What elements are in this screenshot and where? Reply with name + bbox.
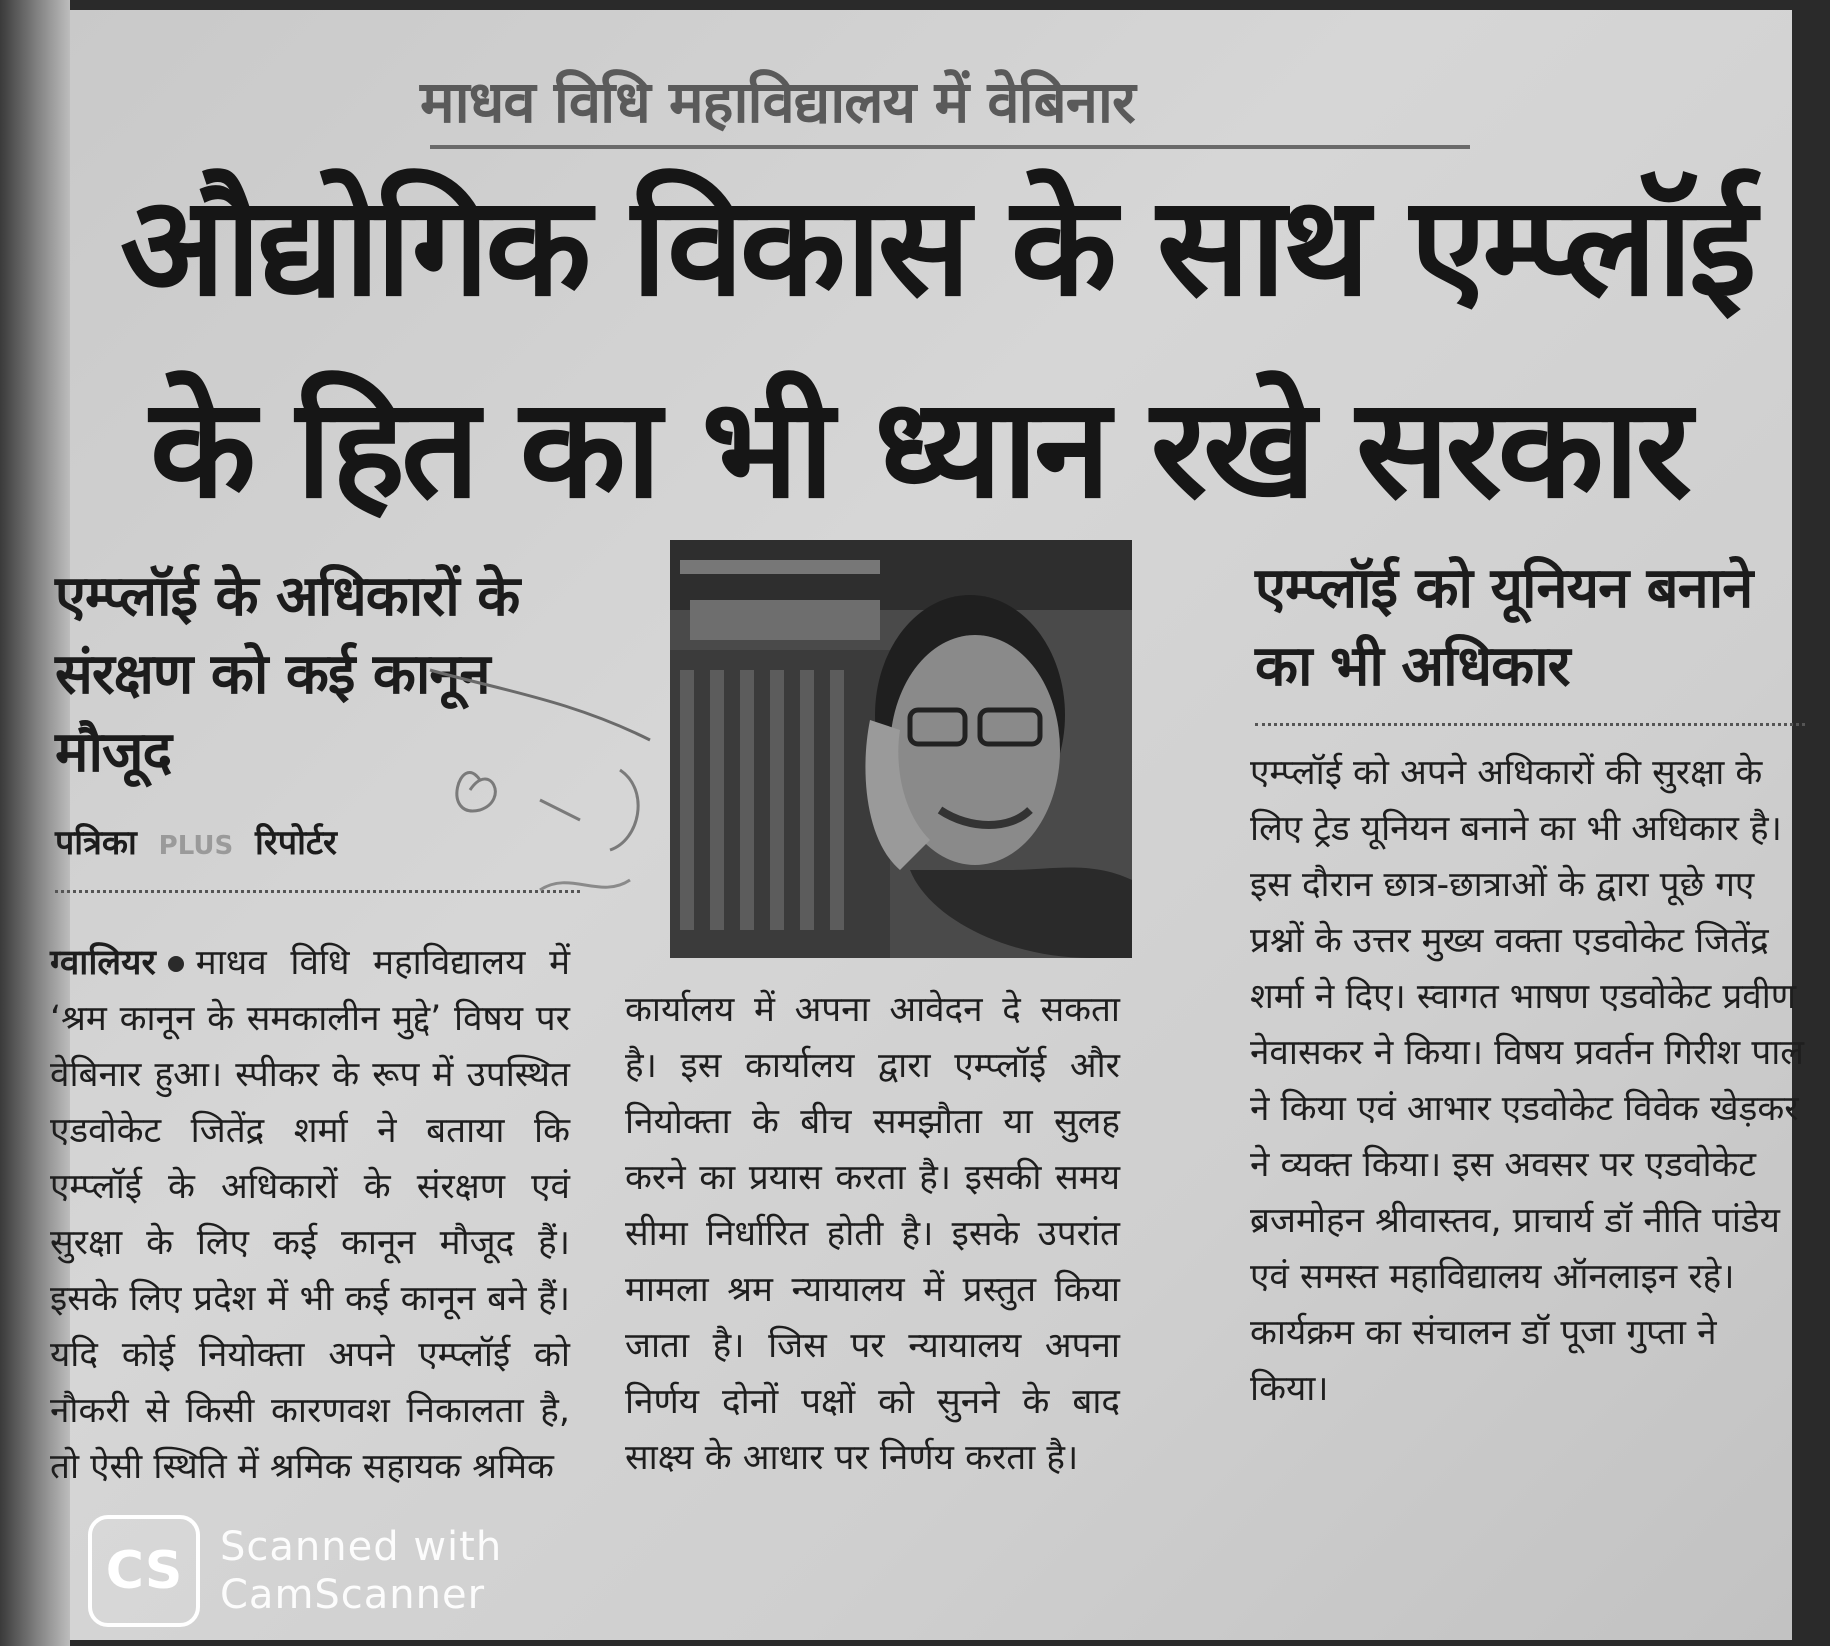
divider-right	[1255, 723, 1805, 726]
article-column-2: कार्यालय में अपना आवेदन दे सकता है। इस कार्यालय द्वारा एम्प्लॉई और नियोक्ता के बीच समझौता या सुलह करने का प्रयास करता है। इसकी समय सीमा निर्धारित होती है। इसके उपरांत मामला श्रम न्यायालय में प्रस्तुत किया जाता है। जिस पर न्यायालय अपना निर्णय दोनों पक्षों को सुनने के बाद साक्ष्य के आधार पर निर्णय करता है।	[625, 990, 1120, 1478]
byline-publication: पत्रिका	[55, 823, 137, 863]
kicker-rule	[430, 145, 1470, 149]
headline-line-2: के हित का भी ध्यान रखे सरकार	[150, 368, 1688, 529]
dateline: ग्वालियर	[50, 943, 156, 983]
camscanner-logo-icon: CS	[88, 1515, 200, 1627]
byline-role: रिपोर्टर	[255, 823, 337, 863]
pen-scribble	[420, 650, 680, 950]
speaker-photo	[670, 540, 1132, 958]
article-text-col1: माधव विधि महाविद्यालय में ‘श्रम कानून के समकालीन मुद्दे’ विषय पर वेबिनार हुआ। स्पीकर के रूप में उपस्थित एडवोकेट जितेंद्र शर्मा ने बताया कि एम्प्लॉई के अधिकारों के संरक्षण एवं सुरक्षा के लिए कई कानून मौजूद हैं। इसके लिए प्रदेश में भी कई कानून बने हैं। यदि कोई नियोक्ता अपने एम्प्लॉई को नौकरी से किसी कारणवश निकालता है, तो ऐसी स्थिति में श्रमिक सहायक श्रमिक	[50, 943, 570, 1487]
camscanner-watermark	[220, 1523, 502, 1619]
kicker-heading: माधव विधि महाविद्यालय में वेबिनार	[420, 68, 1135, 136]
subheading-right: एम्प्लॉई को यूनियन बनाने का भी अधिकार	[1255, 556, 1753, 699]
headline-line-1: औद्योगिक विकास के साथ एम्प्लॉई	[120, 166, 1753, 327]
bullet-icon	[168, 956, 184, 972]
article-column-1	[50, 935, 570, 1495]
newspaper-clipping	[50, 10, 1804, 1640]
subheading-left: एम्प्लॉई के अधिकारों के संरक्षण को कई कानून मौजूद	[55, 564, 520, 785]
watermark-line-1: Scanned with	[220, 1524, 503, 1570]
article-column-3: एम्प्लॉई को अपने अधिकारों की सुरक्षा के लिए ट्रेड यूनियन बनाने का भी अधिकार है। इस दौरान छात्र-छात्राओं के द्वारा पूछे गए प्रश्नों के उत्तर मुख्य वक्ता एडवोकेट जितेंद्र शर्मा ने दिए। स्वागत भाषण एडवोकेट प्रवीण नेवासकर ने किया। विषय प्रवर्तन गिरीश पाल ने किया एवं आभार एडवोकेट विवेक खेड़कर ने व्यक्त किया। इस अवसर पर एडवोकेट ब्रजमोहन श्रीवास्तव, प्राचार्य डॉ नीति पांडेय एवं समस्त महाविद्यालय ऑनलाइन रहे। कार्यक्रम का संचालन डॉ पूजा गुप्ता ने किया।	[1250, 753, 1804, 1409]
byline-tag: PLUS	[158, 831, 234, 861]
watermark-line-2: CamScanner	[220, 1572, 486, 1618]
